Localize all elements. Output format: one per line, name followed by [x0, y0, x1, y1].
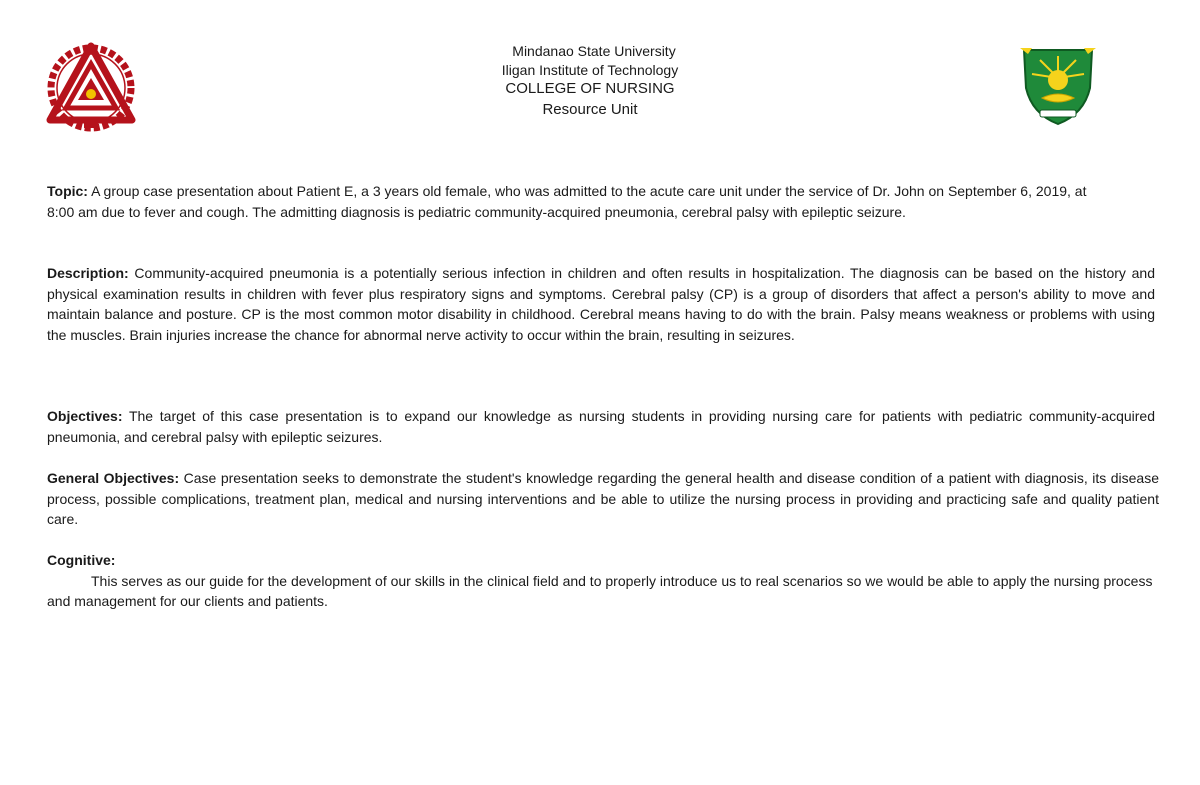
description-label: Description: — [47, 265, 129, 281]
unit-title: Resource Unit — [542, 101, 638, 118]
msu-iit-seal-logo — [46, 42, 136, 134]
objectives-text: The target of this case presentation is to expand our knowledge as nursing students in providing nursing care for patients with pediatric community-acquired pneumonia, and cerebral palsy with epileptic seizures. — [47, 408, 1155, 445]
objectives-section — [47, 406, 1155, 447]
description-paragraph — [47, 263, 1155, 345]
seal-icon — [46, 42, 136, 134]
topic-text: A group case presentation about Patient E, a 3 years old female, who was admitted to the acute care unit under the service of Dr. John on September 6, 2019, at 8:00 am due to fever and cough. The admitting diagnosis is pediatric community-acquired pneumonia, cerebral palsy with epileptic seizure. — [47, 183, 1087, 220]
cognitive-text: This serves as our guide for the development of our skills in the clinical field and to properly introduce us to real scenarios so we would be able to apply the nursing process and management for our clients and patients. — [47, 572, 1153, 609]
description-text: Community-acquired pneumonia is a potentially serious infection in children and often results in hospitalization. The diagnosis can be based on the history and physical examination results in children with fever plus respiratory signs and symptoms. Cerebral palsy (CP) is a group of disorders that affect a person's ability to move and maintain balance and posture. CP is the most common motor disability in childhood. Cerebral means having to do with the brain. Palsy means weakness or problems with using the muscles. Brain injuries increase the chance for abnormal nerve activity to occur within the brain, resulting in seizures. — [47, 265, 1156, 343]
shield-icon — [1018, 44, 1098, 128]
college-name: COLLEGE OF NURSING — [505, 80, 675, 97]
cognitive-label: Cognitive: — [47, 552, 116, 568]
general-objectives-label: General Objectives: — [47, 470, 180, 486]
description-section — [47, 263, 1155, 345]
college-of-nursing-logo — [1018, 44, 1098, 128]
university-name: Mindanao State University — [512, 43, 676, 59]
topic-section — [47, 181, 1107, 222]
topic-label: Topic: — [47, 183, 88, 199]
institute-name: Iligan Institute of Technology — [501, 62, 679, 78]
objectives-paragraph — [47, 406, 1155, 447]
cognitive-section — [47, 550, 1159, 612]
topic-paragraph — [47, 181, 1107, 222]
document-header — [440, 42, 740, 120]
objectives-label: Objectives: — [47, 408, 123, 424]
cognitive-heading — [47, 550, 1159, 571]
general-objectives-paragraph — [47, 468, 1159, 530]
general-objectives-section — [47, 468, 1159, 530]
general-objectives-text: Case presentation seeks to demonstrate the student's knowledge regarding the general health and disease condition of a patient with diagnosis, its disease process, possible complications, treatment plan, medical and nursing interventions and be able to utilize the nursing process in providing and practicing safe and quality patient care. — [47, 470, 1159, 527]
